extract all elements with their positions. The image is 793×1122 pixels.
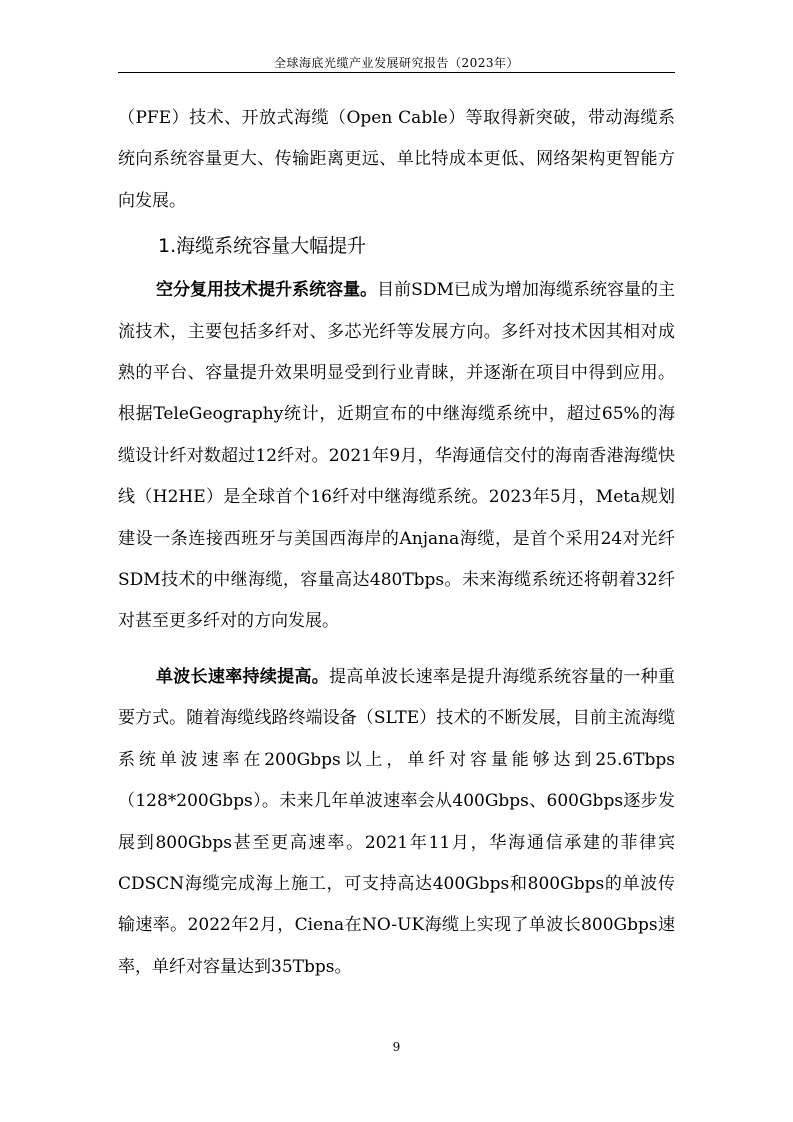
body-text — [118, 98, 675, 988]
paragraph-gap — [118, 643, 675, 657]
page-number: 9 — [392, 1040, 401, 1054]
running-header: 全球海底光缆产业发展研究报告（2023年） — [273, 56, 520, 70]
paragraph-sdm-text: 目前SDM已成为增加海缆系统容量的主流技术，主要包括多纤对、多芯光纤等发展方向。多纤对技术因其相对成熟的平台、容量提升效果明显受到行业青睐，并逐渐在项目中得到应用。根据TeleGeography统计，近期宣布的中继海缆系统中，超过65%的海缆设计纤对数超过12纤对。2021年9月，华海通信交付的海南香港海缆快线（H2HE）是全球首个16纤对中继海缆系统。2023年5月，Meta规划建设一条连接西班牙与美国西海岸的Anjana海缆，是首个采用24对光纤SDM技术的中继海缆，容量高达480Tbps。未来海缆系统还将朝着32纤对甚至更多纤对的方向发展。 — [118, 280, 676, 632]
paragraph-wavelength-lead: 单波长速率持续提高。 — [156, 666, 330, 687]
paragraph-intro: （PFE）技术、开放式海缆（Open Cable）等取得新突破，带动海缆系统向系统容量更大、传输距离更远、单比特成本更低、网络架构更智能方向发展。 — [118, 108, 675, 211]
paragraph-wavelength — [118, 657, 675, 988]
paragraph-sdm — [118, 270, 675, 643]
section-heading: 1.海缆系统容量大幅提升 — [158, 235, 367, 258]
paragraph-sdm-lead: 空分复用技术提升系统容量。 — [156, 280, 378, 301]
header-rule — [118, 72, 675, 73]
paragraph-wavelength-text: 提高单波长速率是提升海缆系统容量的一种重要方式。随着海缆线路终端设备（SLTE）技术的不断发展，目前主流海缆系统单波速率在200Gbps以上，单纤对容量能够达到25.6Tbps（128*200Gbps）。未来几年单波速率会从400Gbps、600Gbps逐步发展到800Gbps甚至更高速率。2021年11月，华海通信承建的菲律宾CDSCN海缆完成海上施工，可支持高达400Gbps和800Gbps的单波传输速率。2022年2月，Ciena在NO-UK海缆上实现了单波长800Gbps速率，单纤对容量达到35Tbps。 — [118, 666, 676, 977]
